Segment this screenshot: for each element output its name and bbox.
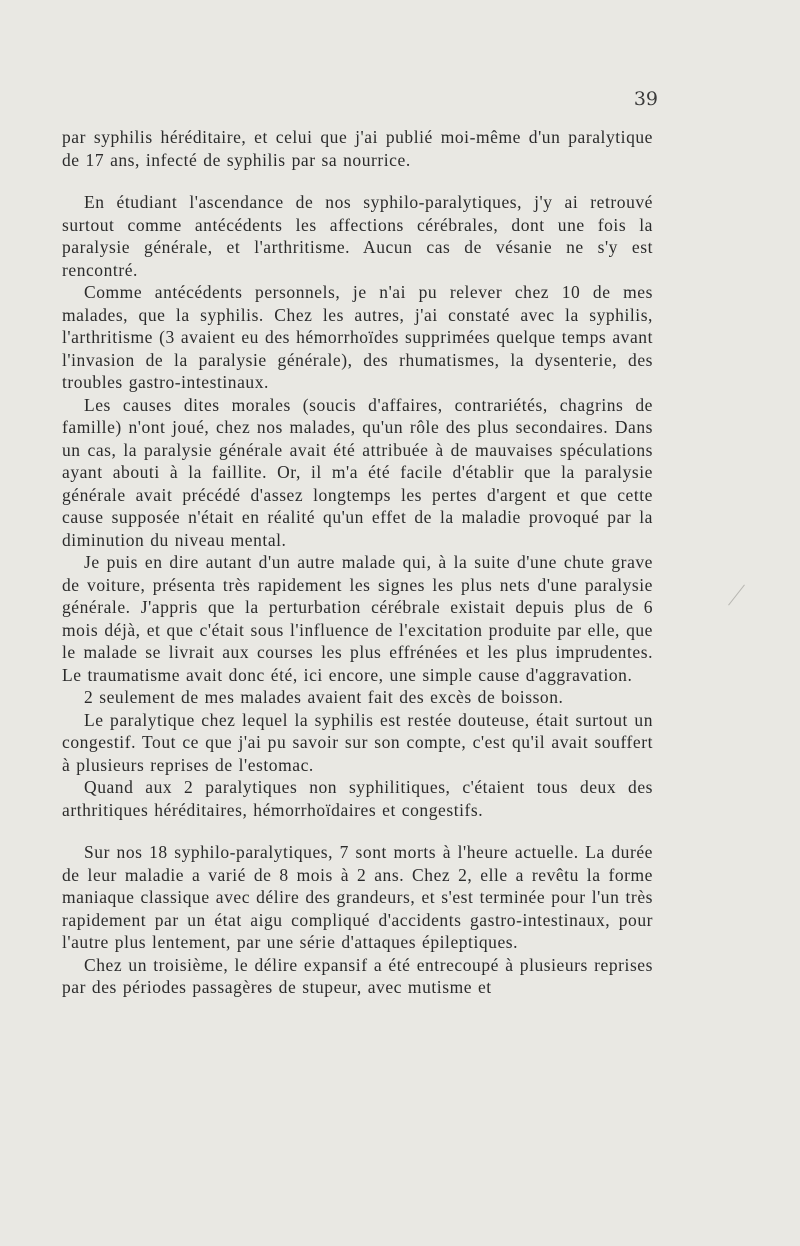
paragraph: Comme antécédents personnels, je n'ai pu relever chez 10 de mes malades, que la syphilis. Chez les autres, j'ai constaté avec la syphilis, l'arthritisme (3 avaient eu des hémorrhoïdes supprimées quelque temps avant l'invasion de la paralysie générale), des rhumatismes, la dysenterie, des troubles gastro-intestinaux. — [62, 282, 653, 392]
paragraph: Quand aux 2 paralytiques non syphilitiques, c'étaient tous deux des arthritiques héréditaires, hémorrhoïdaires et congestifs. — [62, 777, 653, 820]
paragraph: Sur nos 18 syphilo-paralytiques, 7 sont morts à l'heure actuelle. La durée de leur maladie a varié de 8 mois à 2 ans. Chez 2, elle a revêtu la forme maniaque classique avec délire des grandeurs, et s'est terminée pour l'un très rapidement par un état aigu compliqué d'accidents gastro-intestinaux, pour l'autre plus lentement, par une série d'attaques épileptiques. — [62, 842, 653, 952]
paragraph: Je puis en dire autant d'un autre malade qui, à la suite d'une chute grave de voiture, présenta très rapidement les signes les plus nets d'une paralysie générale. J'appris que la perturbation cérébrale existait depuis plus de 6 mois déjà, et que c'était sous l'influence de l'excitation produite par elle, que le malade se livrait aux courses les plus effrénées et les plus imprudentes. Le traumatisme avait donc été, ici encore, une simple cause d'aggravation. — [62, 552, 653, 685]
paragraph: 2 seulement de mes malades avaient fait des excès de boisson. — [84, 687, 564, 707]
paragraph: Le paralytique chez lequel la syphilis est restée douteuse, était surtout un congestif. Tout ce que j'ai pu savoir sur son compte, c'est qu'il avait souffert à plusieurs reprises de l'estomac. — [62, 709, 653, 775]
paragraph: par syphilis héréditaire, et celui que j'ai publié moi-même d'un paralytique de 17 ans, infecté de syphilis par sa nourrice. — [62, 127, 653, 170]
paper-mark — [728, 584, 745, 605]
paragraph: Chez un troisième, le délire expansif a été entrecoupé à plusieurs reprises par des périodes passagères de stupeur, avec mutisme et — [62, 954, 653, 997]
paragraph: Les causes dites morales (soucis d'affaires, contrariétés, chagrins de famille) n'ont joué, chez nos malades, qu'un rôle des plus secondaires. Dans un cas, la paralysie générale avait été attribuée à de mauvaises spéculations ayant abouti à la faillite. Or, il m'a été facile d'établir que la paralysie générale avait précédé d'assez longtemps les pertes d'argent et que cette cause supposée n'était en réalité qu'un effet de la maladie provoqué par la diminution du niveau mental. — [62, 394, 653, 550]
page-number: 39 — [633, 88, 658, 110]
page-body-text — [62, 126, 653, 999]
paragraph: En étudiant l'ascendance de nos syphilo-paralytiques, j'y ai retrouvé surtout comme antécédents les affections cérébrales, dont une fois la paralysie générale, et l'arthritisme. Aucun cas de vésanie ne s'y est rencontré. — [62, 192, 653, 280]
